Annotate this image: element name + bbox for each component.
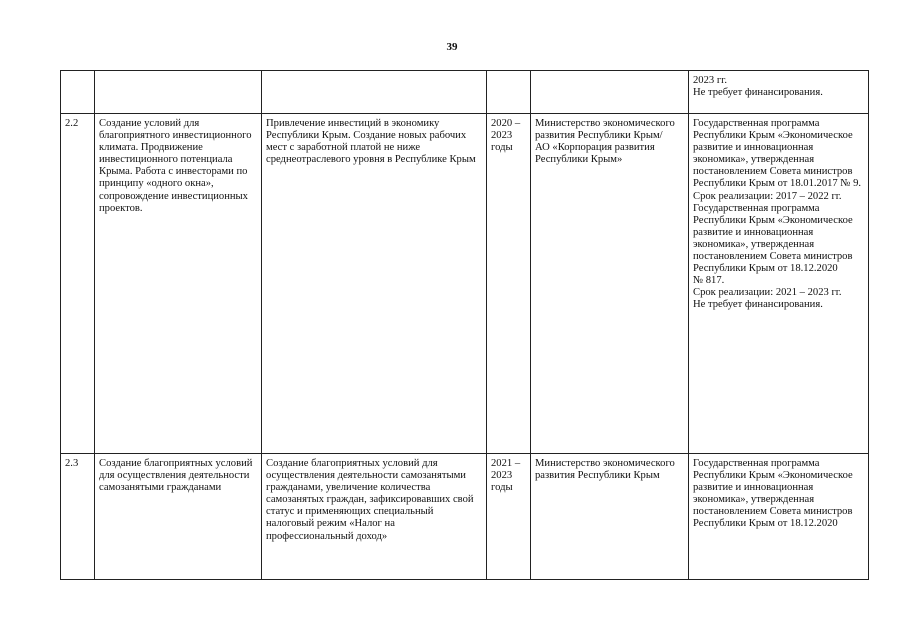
cell-name: Создание благоприятных условий для осуществления деятельности самозанятыми гражданами: [95, 454, 262, 580]
cell-num: [61, 71, 95, 114]
cell-source: Государственная программа Республики Крым «Экономическое развитие и инновационная экономика», утвержденная постановлением Совета министров Республики Крым от 18.01.2017 № 9. Срок реализации: 2017 – 2022 гг. Государственная программа Республики Крым «Экономическое развитие и инновационная экономика», утвержденная постановлением Совета министров Республики Крым от 18.12.2020 № 817. Срок реализации: 2021 – 2023 гг. Не требует финансирования.: [689, 114, 869, 454]
measures-table: [60, 70, 869, 580]
cell-term: [487, 71, 531, 114]
cell-content: Создание благоприятных условий для осуществления деятельности самозанятыми гражданами, увеличение количества самозанятых граждан, зафиксировавших свой статус и применяющих специальный налоговый режим «Налог на профессиональный доход»: [262, 454, 487, 580]
cell-term: 2020 – 2023 годы: [487, 114, 531, 454]
cell-term: 2021 – 2023 годы: [487, 454, 531, 580]
cell-content: Привлечение инвестиций в экономику Республики Крым. Создание новых рабочих мест с заработной платой не ниже среднеотраслевого уровня в Республике Крым: [262, 114, 487, 454]
cell-executor: Министерство экономического развития Республики Крым: [531, 454, 689, 580]
page-number: 39: [446, 41, 458, 53]
cell-source: Государственная программа Республики Крым «Экономическое развитие и инновационная экономика», утвержденная постановлением Совета министров Республики Крым от 18.12.2020: [689, 454, 869, 580]
cell-name: [95, 71, 262, 114]
cell-executor: [531, 71, 689, 114]
table-row: [61, 114, 869, 454]
cell-num: 2.3: [61, 454, 95, 580]
cell-name: Создание условий для благоприятного инвестиционного климата. Продвижение инвестиционного потенциала Крыма. Работа с инвесторами по принципу «одного окна», сопровождение инвестиционных проектов.: [95, 114, 262, 454]
table-row-continuation: [61, 71, 869, 114]
cell-executor: Министерство экономического развития Республики Крым/ АО «Корпорация развития Республики Крым»: [531, 114, 689, 454]
table-row: [61, 454, 869, 580]
cell-content: [262, 71, 487, 114]
cell-source: 2023 гг. Не требует финансирования.: [689, 71, 869, 114]
cell-num: 2.2: [61, 114, 95, 454]
